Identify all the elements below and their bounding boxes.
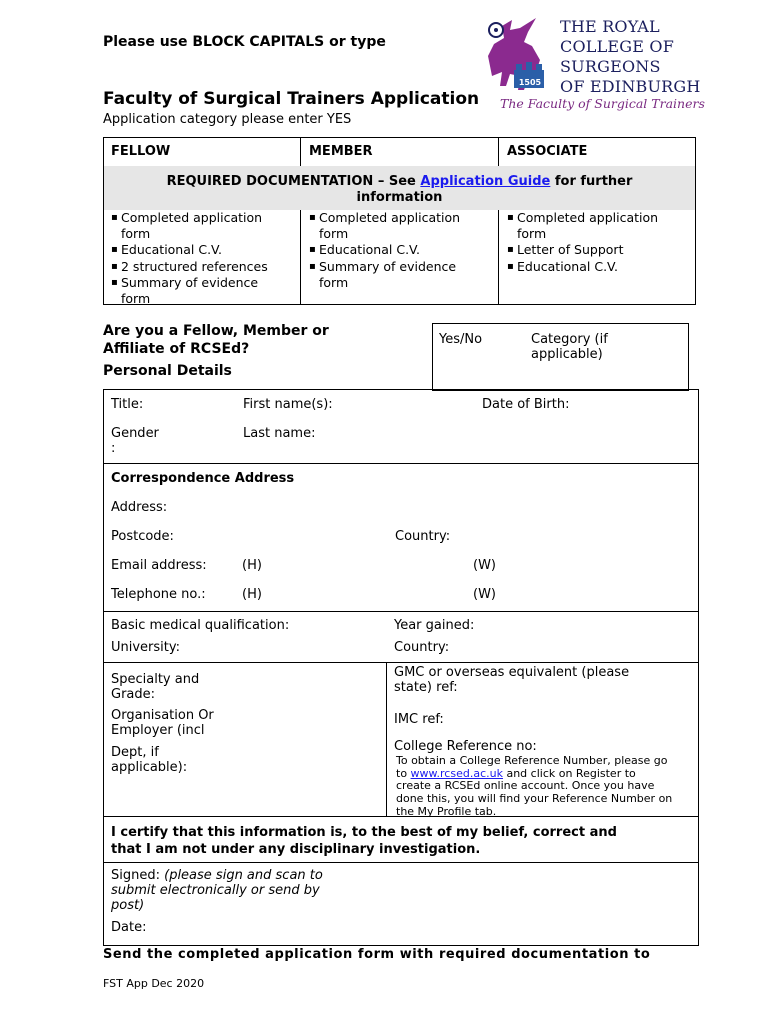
form-code: FST App Dec 2020 bbox=[103, 977, 205, 990]
instruction-text: Please use BLOCK CAPITALS or type bbox=[103, 34, 386, 50]
application-form bbox=[103, 389, 699, 946]
certification-line: that I am not under any disciplinary investigation. bbox=[111, 842, 481, 857]
certification-statement bbox=[111, 824, 617, 858]
logo-line: OF EDINBURGH bbox=[560, 77, 701, 96]
telephone-home-field[interactable]: (H) bbox=[242, 587, 262, 602]
yes-no-label: Yes/No bbox=[439, 332, 483, 347]
signed-label: Signed: bbox=[111, 868, 165, 883]
required-suffix: for further bbox=[550, 174, 633, 189]
telephone-label: Telephone no.: bbox=[111, 587, 206, 602]
gender-colon: : bbox=[111, 441, 116, 456]
list-item: ▪ Completed application form bbox=[111, 210, 283, 242]
rcsed-website-link[interactable]: www.rcsed.ac.uk bbox=[410, 766, 503, 780]
address-field[interactable]: Address: bbox=[111, 500, 168, 515]
required-documentation bbox=[104, 166, 695, 210]
note-line: the My Profile tab. bbox=[396, 804, 497, 818]
signed-note: submit electronically or send by bbox=[111, 883, 320, 898]
logo-line: COLLEGE OF bbox=[560, 37, 675, 56]
department-label-line: applicable): bbox=[111, 760, 188, 775]
certification-line: I certify that this information is, to the best of my belief, correct and bbox=[111, 825, 617, 840]
logo-tagline: The Faculty of Surgical Trainers bbox=[500, 96, 705, 111]
imc-ref-field[interactable]: IMC ref: bbox=[394, 712, 444, 727]
email-work-field[interactable]: (W) bbox=[473, 558, 496, 573]
gmc-ref-field[interactable] bbox=[394, 665, 629, 695]
logo-line: THE ROYAL bbox=[560, 17, 660, 36]
list-item: ▪ Educational C.V. bbox=[507, 259, 679, 275]
gmc-label-line: state) ref: bbox=[394, 680, 458, 695]
category-label bbox=[531, 332, 608, 362]
member-header[interactable]: MEMBER bbox=[309, 144, 373, 159]
university-field[interactable]: University: bbox=[111, 640, 181, 655]
postcode-field[interactable]: Postcode: bbox=[111, 529, 174, 544]
list-item: ▪ 2 structured references bbox=[111, 259, 283, 275]
logo-year: 1505 bbox=[518, 78, 542, 87]
membership-question bbox=[103, 322, 329, 358]
department-field[interactable] bbox=[111, 745, 187, 775]
divider bbox=[104, 611, 698, 612]
membership-question-line: Are you a Fellow, Member or bbox=[103, 323, 329, 339]
college-reference-field[interactable]: College Reference no: bbox=[394, 739, 537, 754]
divider bbox=[104, 662, 698, 663]
membership-question-line: Affiliate of RCSEd? bbox=[103, 341, 250, 357]
country-field[interactable]: Country: bbox=[395, 529, 451, 544]
signature-field[interactable] bbox=[111, 868, 323, 913]
column-divider bbox=[300, 138, 301, 166]
associate-header[interactable]: ASSOCIATE bbox=[507, 144, 588, 159]
email-home-field[interactable]: (H) bbox=[242, 558, 262, 573]
note-line: done this, you will find your Reference Number on bbox=[396, 792, 673, 806]
application-guide-link[interactable]: Application Guide bbox=[420, 174, 551, 189]
membership-answer-box[interactable] bbox=[432, 323, 689, 391]
gender-field[interactable] bbox=[111, 426, 159, 456]
column-divider bbox=[498, 210, 499, 304]
gender-label: Gender bbox=[111, 426, 159, 441]
divider bbox=[104, 816, 698, 817]
specialty-field[interactable] bbox=[111, 672, 199, 702]
telephone-work-field[interactable]: (W) bbox=[473, 587, 496, 602]
list-item: ▪ Letter of Support bbox=[507, 242, 679, 258]
signed-note: (please sign and scan to bbox=[164, 868, 323, 883]
qualification-country-field[interactable]: Country: bbox=[394, 640, 450, 655]
specialty-label-line: Grade: bbox=[111, 687, 156, 702]
list-item: ▪ Educational C.V. bbox=[111, 242, 283, 258]
email-label: Email address: bbox=[111, 558, 207, 573]
note-text: and click on Register to bbox=[502, 766, 636, 780]
required-suffix: information bbox=[356, 190, 443, 205]
send-instructions: Send the completed application form with required documentation to bbox=[103, 947, 651, 962]
fellow-requirements bbox=[111, 210, 283, 307]
correspondence-heading: Correspondence Address bbox=[111, 471, 295, 486]
college-reference-note bbox=[396, 755, 696, 819]
note-text: to bbox=[396, 766, 411, 780]
list-item: ▪ Completed application form bbox=[309, 210, 481, 242]
category-table bbox=[103, 137, 696, 305]
gmc-label-line: GMC or overseas equivalent (please bbox=[394, 665, 630, 680]
required-prefix: REQUIRED DOCUMENTATION – See bbox=[166, 174, 421, 189]
last-name-field[interactable]: Last name: bbox=[243, 426, 316, 441]
divider bbox=[104, 862, 698, 863]
page-subtitle: Application category please enter YES bbox=[103, 112, 352, 127]
organisation-field[interactable] bbox=[111, 708, 214, 738]
note-line: create a RCSEd online account. Once you have bbox=[396, 779, 655, 793]
column-divider bbox=[386, 662, 387, 816]
specialty-label-line: Specialty and bbox=[111, 672, 200, 687]
column-divider bbox=[498, 138, 499, 166]
category-label-line: Category (if bbox=[531, 332, 608, 347]
personal-details-heading: Personal Details bbox=[103, 363, 232, 379]
organisation-label-line: Employer (incl bbox=[111, 723, 205, 738]
date-field[interactable]: Date: bbox=[111, 920, 147, 935]
first-names-field[interactable]: First name(s): bbox=[243, 397, 333, 412]
associate-requirements bbox=[507, 210, 679, 275]
year-gained-field[interactable]: Year gained: bbox=[394, 618, 475, 633]
list-item: ▪ Summary of evidence form bbox=[111, 275, 283, 307]
note-line: To obtain a College Reference Number, please go bbox=[396, 754, 668, 767]
logo-line: SURGEONS bbox=[560, 57, 661, 76]
list-item: ▪ Educational C.V. bbox=[309, 242, 481, 258]
logo-wordmark bbox=[560, 17, 701, 97]
divider bbox=[104, 463, 698, 464]
list-item: ▪ Summary of evidence form bbox=[309, 259, 481, 291]
department-label-line: Dept, if bbox=[111, 745, 159, 760]
category-label-line: applicable) bbox=[531, 347, 603, 362]
date-of-birth-field[interactable]: Date of Birth: bbox=[482, 397, 570, 412]
title-field[interactable]: Title: bbox=[111, 397, 144, 412]
signed-note: post) bbox=[111, 898, 145, 913]
page-title: Faculty of Surgical Trainers Application bbox=[103, 89, 480, 109]
column-divider bbox=[300, 210, 301, 304]
member-requirements bbox=[309, 210, 481, 291]
organisation-label-line: Organisation Or bbox=[111, 708, 214, 723]
list-item: ▪ Completed application form bbox=[507, 210, 679, 242]
basic-qualification-field[interactable]: Basic medical qualification: bbox=[111, 618, 290, 633]
fellow-header[interactable]: FELLOW bbox=[111, 144, 171, 159]
